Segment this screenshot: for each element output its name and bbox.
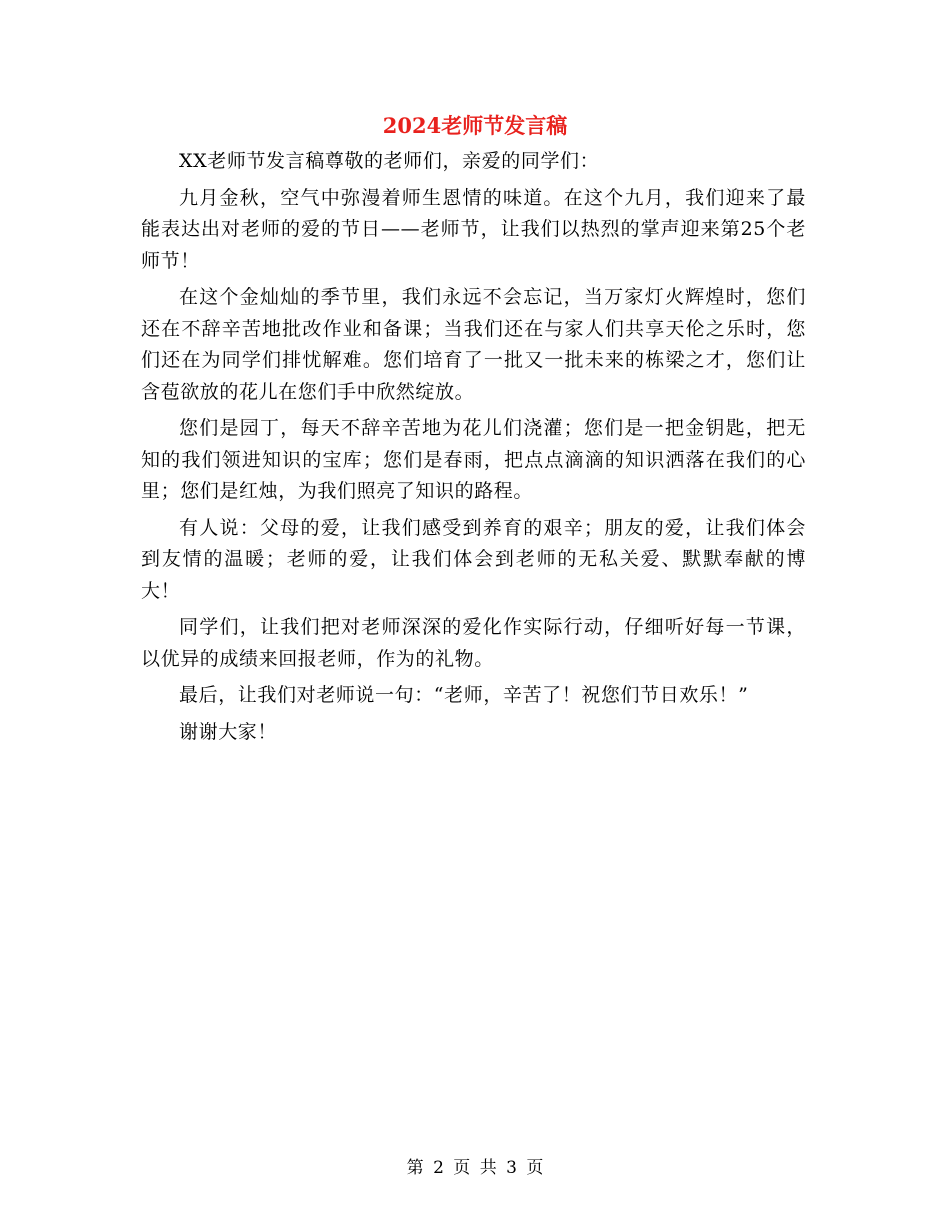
document-title: 2024老师节发言稿 (382, 113, 568, 138)
closing-paragraph: 谢谢大家！ (179, 720, 278, 743)
page-number-footer: 第 2 页 共 3 页 (406, 1158, 544, 1178)
document-body (141, 146, 806, 753)
body-paragraph: 同学们，让我们把对老师深深的爱化作实际行动，仔细听好每一节课，以优异的成绩来回报老师，作为的礼物。 (141, 616, 806, 670)
salutation-paragraph: XX老师节发言稿尊敬的老师们，亲爱的同学们： (179, 150, 600, 172)
body-paragraph: 九月金秋，空气中弥漫着师生恩情的味道。在这个九月，我们迎来了最能表达出对老师的爱的节日——老师节，让我们以热烈的掌声迎来第25个老师节！ (141, 186, 806, 272)
body-paragraph: 在这个金灿灿的季节里，我们永远不会忘记，当万家灯火辉煌时，您们还在不辞辛苦地批改作业和备课；当我们还在与家人们共享天伦之乐时，您们还在为同学们排忧解难。您们培育了一批又一批未来的栋梁之才，您们让含苞欲放的花儿在您们手中欣然绽放。 (141, 286, 806, 403)
body-paragraph: 有人说：父母的爱，让我们感受到养育的艰辛；朋友的爱，让我们体会到友情的温暖；老师的爱，让我们体会到老师的无私关爱、默默奉献的博大！ (141, 516, 806, 602)
body-paragraph: 最后，让我们对老师说一句：“老师，辛苦了！祝您们节日欢乐！” (179, 684, 749, 706)
body-paragraph: 您们是园丁，每天不辞辛苦地为花儿们浇灌；您们是一把金钥匙，把无知的我们领进知识的宝库；您们是春雨，把点点滴滴的知识洒落在我们的心里；您们是红烛，为我们照亮了知识的路程。 (141, 417, 806, 502)
